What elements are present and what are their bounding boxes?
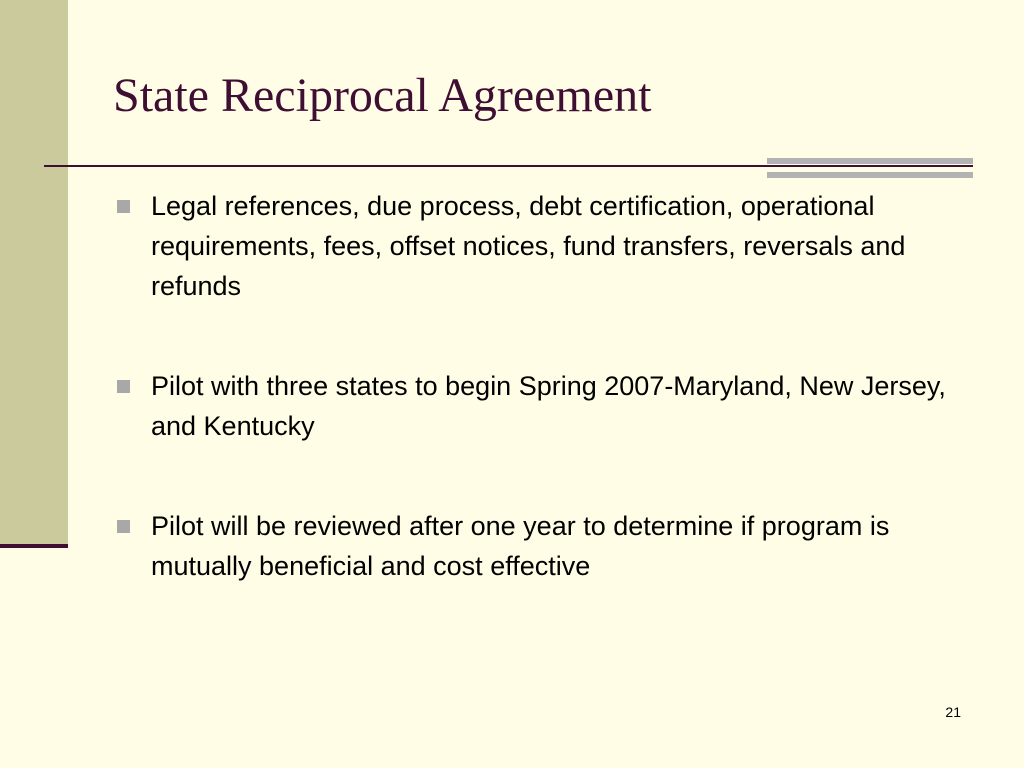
square-bullet-icon xyxy=(117,520,130,533)
bullet-item xyxy=(113,506,983,586)
slide-title: State Reciprocal Agreement xyxy=(113,69,652,122)
square-bullet-icon xyxy=(117,200,130,213)
title-divider xyxy=(44,165,973,167)
bullet-item xyxy=(113,186,983,306)
bullet-text: Pilot with three states to begin Spring 2007-Maryland, New Jersey, and Kentucky xyxy=(151,371,946,441)
bullet-item xyxy=(113,366,983,446)
left-bar-underline xyxy=(0,544,68,548)
bullet-text: Pilot will be reviewed after one year to determine if program is mutually beneficial and cost effective xyxy=(151,511,890,581)
accent-bar-bottom xyxy=(767,172,973,178)
accent-bar-top xyxy=(767,158,973,164)
square-bullet-icon xyxy=(117,380,130,393)
bullet-text: Legal references, due process, debt certification, operational requirements, fees, offset notices, fund transfers, reversals and refunds xyxy=(151,191,906,301)
slide-number: 21 xyxy=(945,704,961,720)
left-decorative-bar xyxy=(0,0,68,544)
bullet-list xyxy=(113,186,983,586)
